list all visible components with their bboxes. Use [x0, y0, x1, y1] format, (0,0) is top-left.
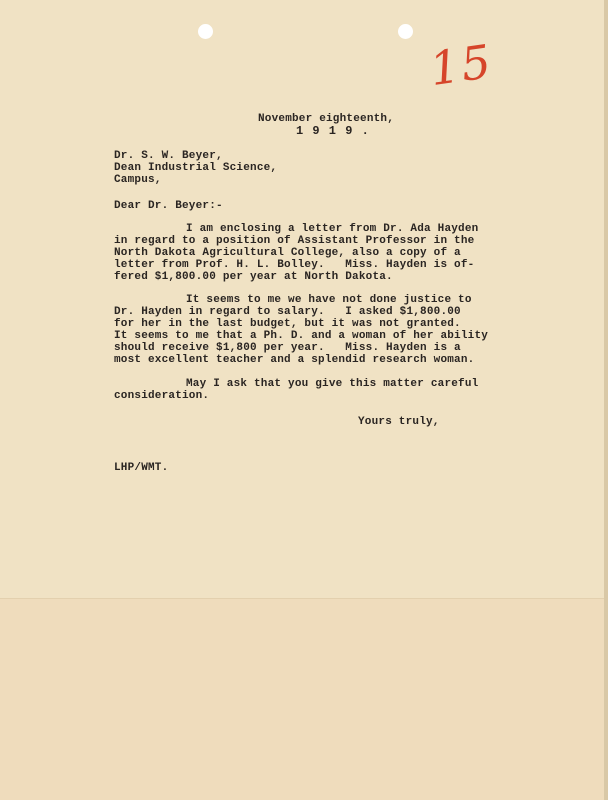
recipient-title: Dean Industrial Science, — [114, 162, 278, 174]
handwritten-page-number: 15 — [426, 33, 497, 97]
paper-fold-area — [0, 598, 608, 800]
paragraph2-line: It seems to me we have not done justice to — [186, 294, 472, 306]
date-line-2: 1 9 1 9 . — [296, 124, 370, 138]
paragraph1-line: North Dakota Agricultural College, also a copy of a — [114, 247, 461, 259]
closing: Yours truly, — [358, 416, 440, 428]
paragraph1-line: fered $1,800.00 per year at North Dakota. — [114, 271, 393, 283]
punch-hole-right — [398, 24, 413, 39]
recipient-name: Dr. S. W. Beyer, — [114, 150, 223, 162]
paragraph3-line: consideration. — [114, 390, 210, 402]
paper-edge — [604, 0, 608, 800]
salutation: Dear Dr. Beyer:- — [114, 200, 223, 212]
initials: LHP/WMT. — [114, 462, 169, 474]
paragraph1-line: in regard to a position of Assistant Professor in the — [114, 235, 475, 247]
paragraph1-line: letter from Prof. H. L. Bolley. Miss. Hayden is of- — [114, 259, 475, 271]
paragraph2-line: Dr. Hayden in regard to salary. I asked $1,800.00 — [114, 306, 461, 318]
paragraph3-line: May I ask that you give this matter careful — [186, 378, 479, 390]
paragraph2-line: for her in the last budget, but it was not granted. — [114, 318, 461, 330]
punch-hole-left — [198, 24, 213, 39]
paragraph2-line: It seems to me that a Ph. D. and a woman of her ability — [114, 330, 489, 342]
paragraph2-line: most excellent teacher and a splendid research woman. — [114, 354, 475, 366]
date-line-1: November eighteenth, — [258, 113, 395, 125]
recipient-location: Campus, — [114, 174, 162, 186]
paragraph1-line: I am enclosing a letter from Dr. Ada Hayden — [186, 223, 479, 235]
paragraph2-line: should receive $1,800 per year. Miss. Hayden is a — [114, 342, 461, 354]
